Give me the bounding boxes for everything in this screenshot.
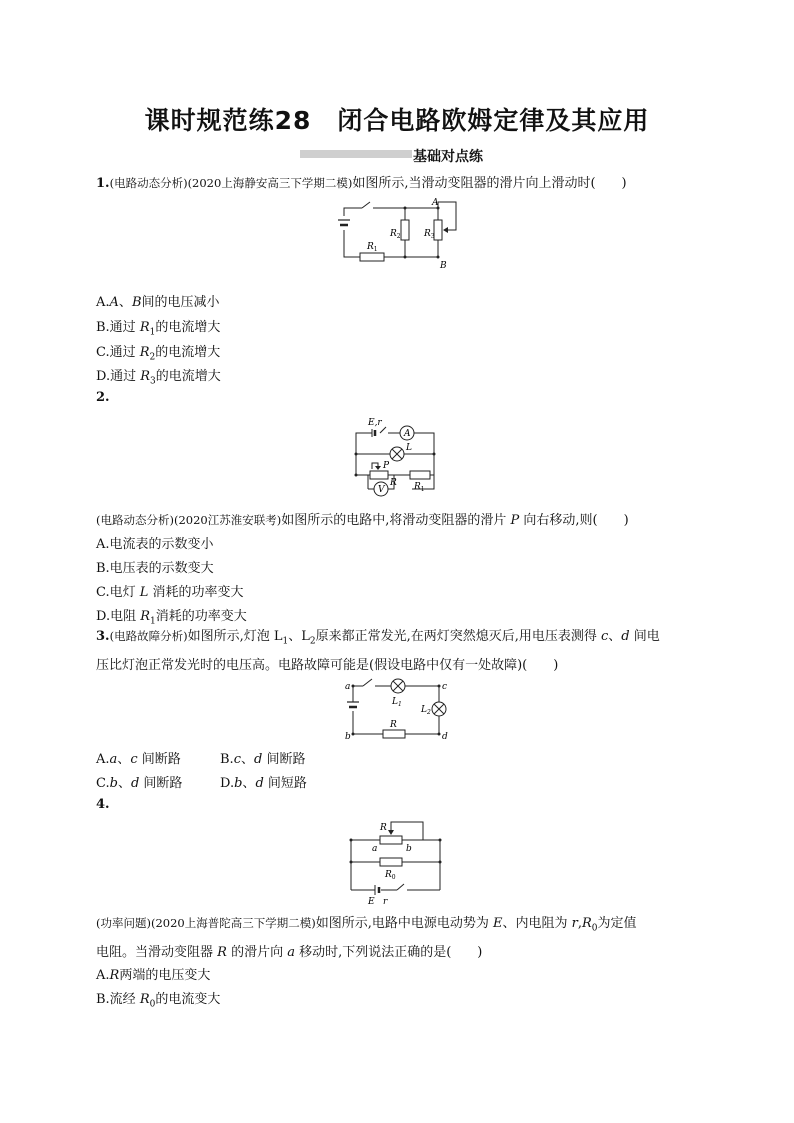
q1-c-sym: R [139, 345, 150, 360]
q4-fig-label-E: E [368, 897, 375, 907]
q3-a-p2: c [130, 752, 138, 767]
q3-circuit-figure [345, 676, 455, 741]
q2-stem [96, 509, 629, 528]
q4-tag: (功率问题) [96, 916, 151, 930]
q2-stem-p: P [510, 513, 520, 528]
q3-option-c[interactable] [96, 772, 182, 791]
q2-d-post: 消耗的功率变大 [155, 609, 247, 624]
q3-fig-label-d: d [442, 732, 448, 742]
q3-sep: 、 [608, 629, 622, 644]
q3-a-p1: a [109, 752, 118, 767]
q4-fig-label-R0 [384, 870, 396, 881]
section-band [300, 150, 412, 158]
q3-fig-label-L1 [391, 697, 402, 708]
q2-fig-label-Er: E,r [368, 418, 382, 428]
q1-option-d[interactable] [96, 365, 221, 387]
q4-R0: R [582, 916, 592, 931]
q2-c-sym: L [139, 585, 149, 600]
q4-fig-R0-sym: R [385, 870, 392, 880]
q1-b-post: 的电流增大 [155, 320, 221, 335]
q2-fig-label-A: A [404, 429, 411, 439]
q1-d-sym: R [140, 369, 151, 384]
q4-option-a[interactable] [96, 964, 210, 983]
q3-tag: (电路故障分析) [109, 629, 188, 643]
q3-d-p1: b [234, 776, 243, 791]
q4-b-post: 的电流变大 [155, 992, 221, 1007]
q1-fig-label-R1 [366, 242, 378, 253]
q2-c-post: 消耗的功率变大 [148, 585, 244, 600]
section-label: 基础对点练 [413, 149, 483, 165]
q3-d-post: 间短路 [263, 776, 307, 791]
q2-fig-R1-sub: 1 [420, 486, 425, 493]
q4-option-b[interactable] [96, 988, 220, 1010]
q4-E: E [493, 916, 503, 931]
q4-b-sym: R [139, 992, 150, 1007]
q3-stem-a: 如图所示,灯泡 L [187, 629, 283, 644]
q3-d-p2: d [255, 776, 264, 791]
q2-d-sym: R [140, 609, 151, 624]
q1-tag: (电路动态分析) [109, 176, 188, 190]
q1-c-pre: C.通过 [96, 345, 140, 360]
q4-source: (2020上海普陀高三下学期二模) [150, 916, 316, 930]
q2-stem-a: 如图所示的电路中,将滑动变阻器的滑片 [281, 513, 511, 528]
q1-fig-label-R2 [389, 229, 401, 240]
q4-number: 4. [96, 797, 110, 812]
q4-stem-d: 为定值 [597, 916, 637, 931]
q4-stem-l2b: 的滑片向 [226, 944, 288, 960]
q1-d-pre: D.通过 [96, 369, 141, 384]
q4-stem-l2a: 电阻。当滑动变阻器 [96, 944, 218, 960]
q2-d-pre: D.电阻 [96, 609, 141, 624]
q3-option-b[interactable] [220, 748, 305, 767]
q4-fig-label-b: b [406, 844, 412, 854]
q3-stem-d: 间电 [629, 629, 660, 644]
q1-fig-R1-sub: 1 [373, 246, 378, 253]
q1-fig-R1-sym: R [367, 242, 374, 252]
q1-a-post: 间的电压减小 [141, 295, 220, 310]
q1-c-post: 的电流增大 [155, 345, 221, 360]
q3-sub1: 1 [282, 636, 289, 647]
q2-fig-label-R1 [413, 482, 425, 493]
q1-a-mid: 、 [118, 295, 132, 310]
q3-b-pre: B. [220, 752, 234, 767]
q3-b-mid: 、 [240, 752, 254, 767]
q2-number: 2. [96, 390, 110, 405]
q4-number-line [96, 797, 110, 812]
q1-question: 如图所示,当滑动变阻器的滑片向上滑动时( ) [352, 176, 627, 191]
q3-stem [96, 624, 702, 678]
q4-fig-label-a: a [372, 844, 378, 854]
q3-a-mid: 、 [117, 752, 131, 767]
q3-d-pre: D. [220, 776, 235, 791]
q2-tag: (电路动态分析) [96, 513, 174, 527]
q1-b-sub: 1 [149, 327, 156, 338]
q4-stem-a: 如图所示,电路中电源电动势为 [315, 916, 493, 931]
q2-option-c[interactable] [96, 581, 244, 600]
q1-circuit-figure [340, 196, 470, 271]
q1-source: (2020上海静安高三下学期二模) [187, 176, 353, 190]
q2-d-sub: 1 [150, 616, 156, 627]
q4-fig-label-R: R [380, 823, 387, 833]
q1-fig-R2-sub: 2 [396, 233, 401, 240]
q3-fig-L1-sym: L [392, 697, 398, 707]
q1-c-sub: 2 [149, 352, 156, 363]
q3-stem-b: 、L [288, 629, 310, 644]
q2-source: (2020江苏淮安联考) [173, 513, 282, 527]
q3-c-p2: d [130, 776, 140, 791]
q1-a-pre: A. [96, 295, 110, 310]
q3-d-mid: 、 [242, 776, 256, 791]
q1-fig-R2-sym: R [390, 229, 397, 239]
q4-b-sub: 0 [149, 999, 156, 1010]
q1-d-post: 的电流增大 [155, 369, 221, 384]
q3-fig-L2-sym: L [421, 705, 427, 715]
q4-stem-c: , [577, 916, 582, 931]
q1-fig-label-B: B [440, 261, 447, 271]
q4-a-post: 两端的电压变大 [119, 968, 211, 983]
q1-fig-label-A: A [432, 198, 439, 208]
q2-stem-b: 向右移动,则( ) [519, 513, 629, 528]
q4-a: a [287, 944, 295, 960]
q1-b-sym: R [139, 320, 150, 335]
q2-c-pre: C.电灯 [96, 585, 140, 600]
q3-stem-c: 原来都正常发光,在两灯突然熄灭后,用电压表测得 [315, 629, 601, 644]
q3-fig-label-b: b [345, 732, 351, 742]
q3-fig-label-c: c [442, 682, 448, 692]
q1-d-sub: 3 [150, 376, 156, 387]
q2-fig-label-P: P [383, 461, 390, 471]
q4-circuit-figure [345, 818, 445, 906]
q3-fig-L1-sub: 1 [397, 701, 402, 708]
q1-option-c[interactable] [96, 341, 220, 363]
q1-stem [96, 172, 627, 191]
q4-fig-label-r: r [383, 897, 388, 907]
q3-sub2: 2 [309, 636, 316, 647]
q3-fig-label-L2 [420, 705, 431, 716]
q1-fig-label-R3 [423, 229, 435, 240]
q1-fig-R3-sym: R [424, 229, 431, 239]
q3-b-post: 间断路 [262, 752, 306, 767]
q3-stem-line2: 压比灯泡正常发光时的电压高。电路故障可能是(假设电路中仅有一处故障)( ) [96, 657, 559, 673]
q2-option-b[interactable]: B.电压表的示数变大 [96, 561, 214, 576]
q3-c-post: 间断路 [139, 776, 183, 791]
q3-fig-L2-sub: 2 [426, 709, 431, 716]
q3-a-post: 间断路 [137, 752, 181, 767]
q4-stem [96, 911, 702, 965]
q3-b-p2: d [253, 752, 263, 767]
q3-number: 3. [96, 629, 110, 644]
q3-option-d[interactable] [220, 772, 307, 791]
q3-c-p1: b [109, 776, 118, 791]
q4-R0-sub: 0 [591, 923, 598, 934]
q1-option-b[interactable] [96, 316, 220, 338]
q4-fig-R0-sub: 0 [391, 874, 396, 881]
q4-a-sym: R [109, 968, 120, 983]
q4-stem-l2c: 移动时,下列说法正确的是( ) [294, 944, 483, 960]
q4-r: r [571, 916, 578, 931]
q4-R: R [217, 944, 227, 960]
q1-fig-R3-sub: 3 [430, 233, 435, 240]
q2-option-a[interactable]: A.电流表的示数变小 [96, 537, 214, 552]
q3-c-pre: C. [96, 776, 110, 791]
q4-a-pre: A. [96, 968, 110, 983]
q1-number: 1. [96, 176, 110, 191]
q3-c: c [600, 629, 609, 644]
q2-fig-label-R: R [390, 478, 397, 488]
q4-stem-b: 、内电阻为 [502, 916, 572, 931]
q1-a-p2: B [131, 295, 142, 310]
q3-d: d [621, 629, 630, 644]
q2-fig-R1-sym: R [414, 482, 421, 492]
q4-b-pre: B.流经 [96, 992, 140, 1007]
q3-fig-label-a: a [345, 682, 351, 692]
q3-c-mid: 、 [117, 776, 131, 791]
q2-fig-label-L: L [406, 443, 412, 453]
q3-b-p1: c [233, 752, 241, 767]
q3-fig-label-R: R [390, 720, 397, 730]
q2-circuit-figure [350, 417, 440, 497]
q1-a-p1: A [109, 295, 119, 310]
q1-b-pre: B.通过 [96, 320, 140, 335]
q1-option-a[interactable] [96, 291, 220, 310]
q2-number-line [96, 390, 110, 405]
q3-a-pre: A. [96, 752, 110, 767]
q2-fig-label-V: V [378, 485, 385, 495]
page-title: 课时规范练28 闭合电路欧姆定律及其应用 [144, 106, 650, 135]
q3-option-a[interactable] [96, 748, 181, 767]
